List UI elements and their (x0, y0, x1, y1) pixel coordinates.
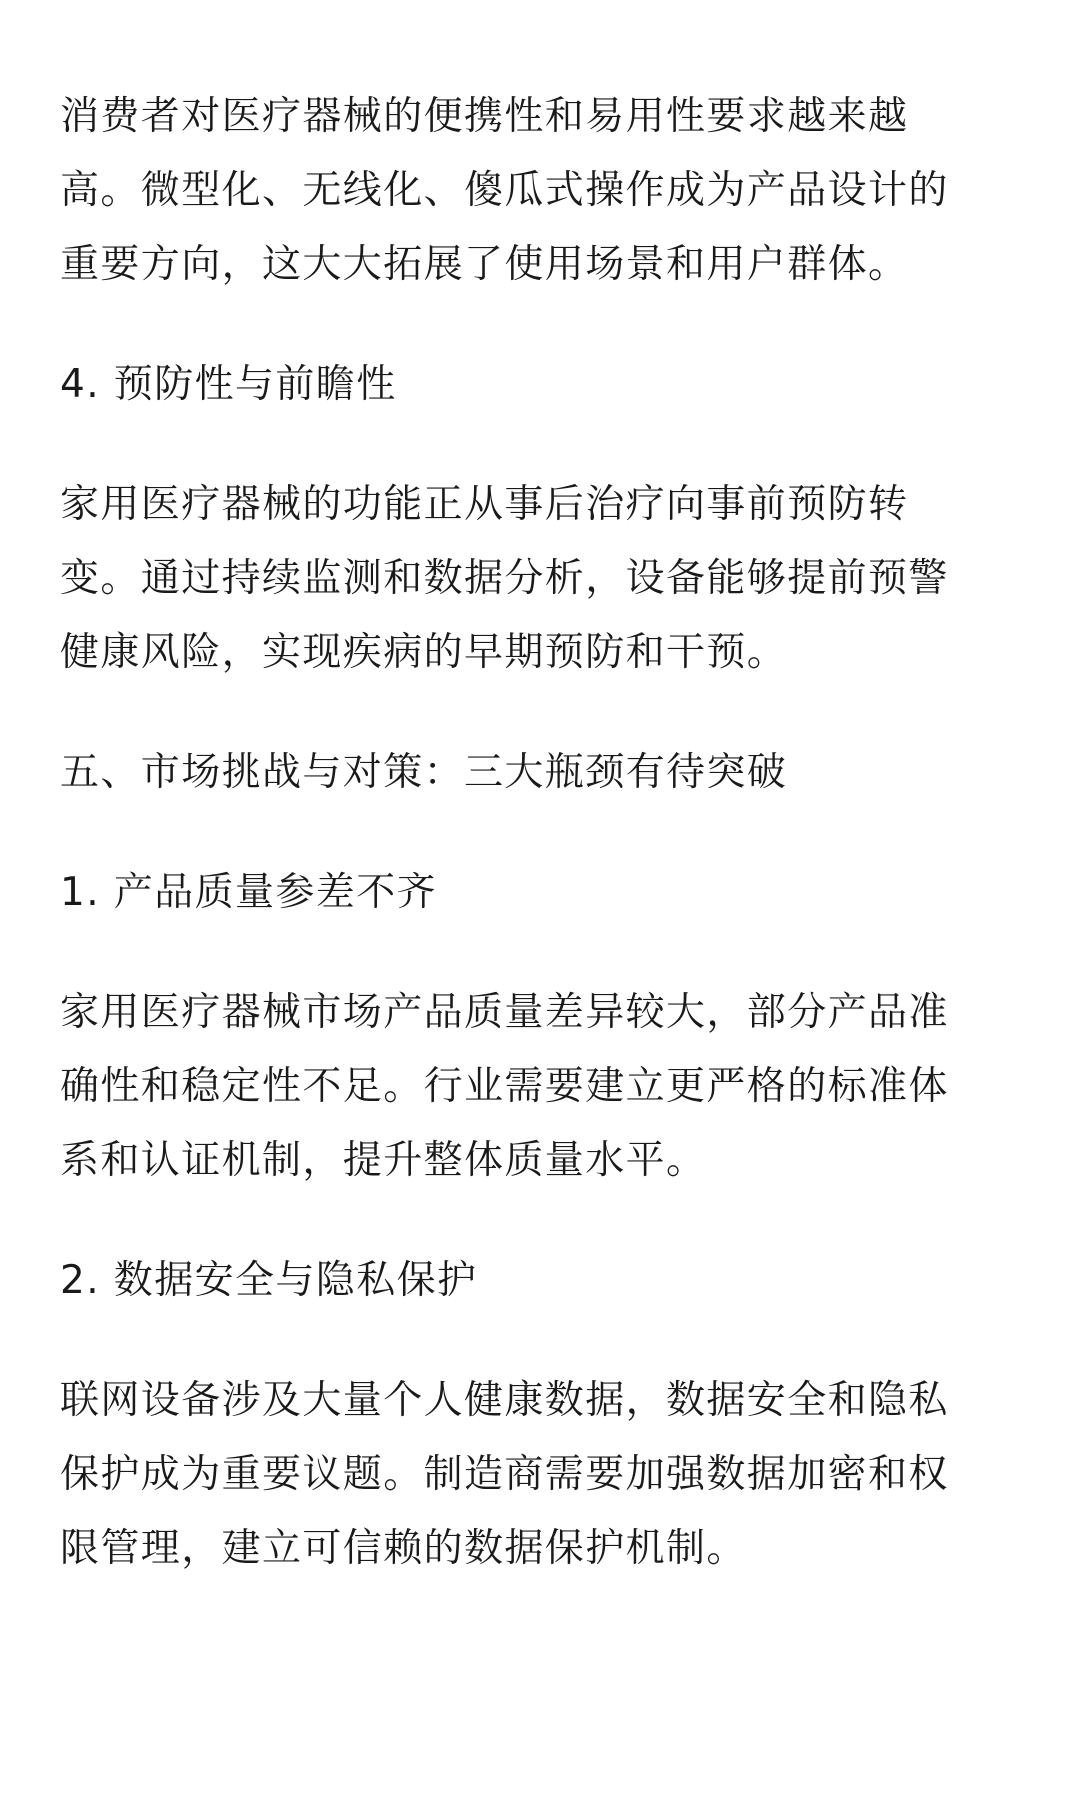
article-body (60, 80, 1020, 1586)
subheading-data-security: 2. 数据安全与隐私保护 (60, 1258, 478, 1303)
paragraph-prevention: 家用医疗器械的功能正从事后治疗向事前预防转 变。通过持续监测和数据分析，设备能够提前预警 健康风险，实现疾病的早期预防和干预。 (60, 482, 949, 675)
paragraph-data-security: 联网设备涉及大量个人健康数据，数据安全和隐私 保护成为重要议题。制造商需要加强数据加密和权 限管理，建立可信赖的数据保护机制。 (60, 1378, 949, 1571)
paragraph-product-quality: 家用医疗器械市场产品质量差异较大，部分产品准 确性和稳定性不足。行业需要建立更严格的标准体 系和认证机制，提升整体质量水平。 (60, 990, 949, 1183)
subheading-prevention: 4. 预防性与前瞻性 (60, 362, 397, 407)
subheading-product-quality: 1. 产品质量参差不齐 (60, 870, 438, 915)
paragraph-portability: 消费者对医疗器械的便携性和易用性要求越来越 高。微型化、无线化、傻瓜式操作成为产品设计的 重要方向，这大大拓展了使用场景和用户群体。 (60, 94, 949, 287)
section-heading-market-challenges: 五、市场挑战与对策：三大瓶颈有待突破 (60, 750, 788, 795)
